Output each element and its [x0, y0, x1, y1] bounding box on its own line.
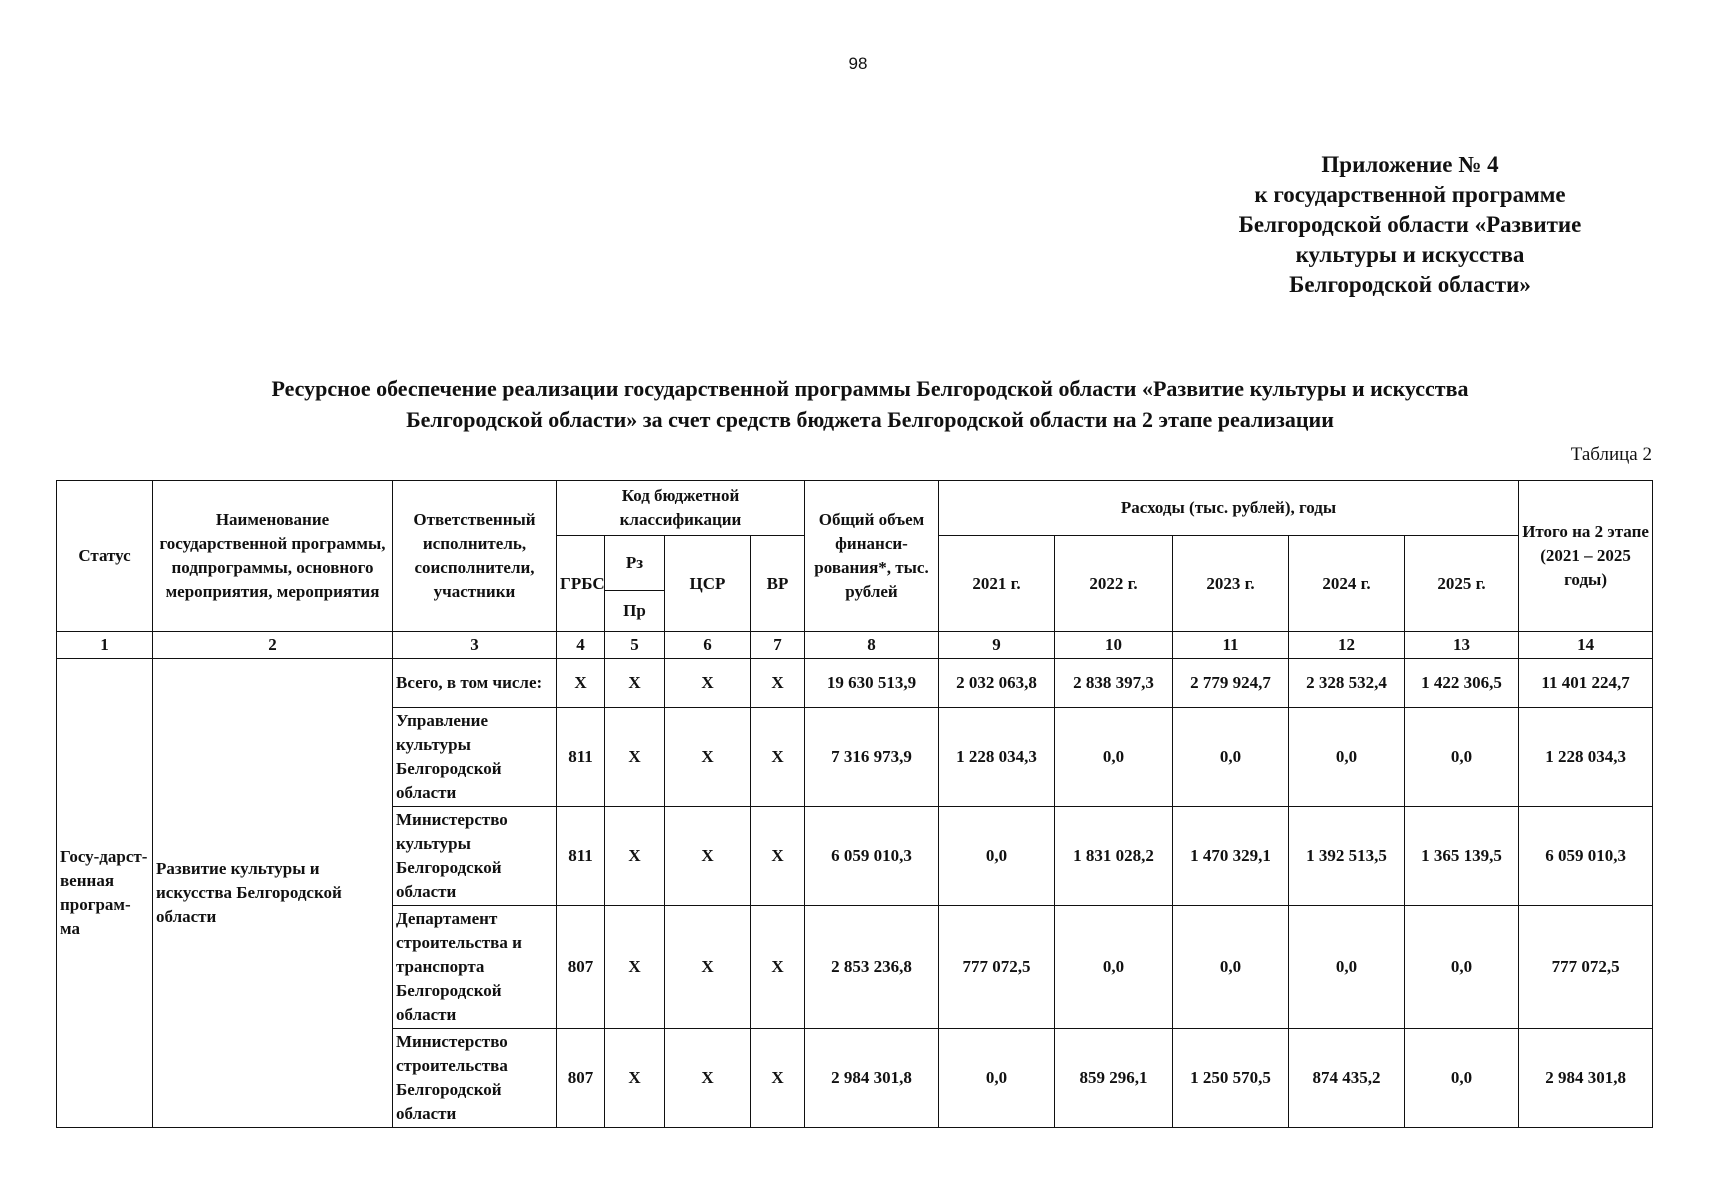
appendix-heading	[1190, 150, 1630, 300]
year-2025-cell: 0,0	[1405, 708, 1519, 807]
itogo-cell: 777 072,5	[1519, 906, 1653, 1029]
total-cell: 2 853 236,8	[805, 906, 939, 1029]
appendix-line: к государственной программе	[1254, 182, 1566, 207]
vr-cell: X	[751, 659, 805, 708]
header-year-2024: 2024 г.	[1289, 536, 1405, 632]
year-2022-cell: 1 831 028,2	[1055, 807, 1173, 906]
column-number: 3	[393, 632, 557, 659]
column-number: 5	[605, 632, 665, 659]
column-number: 10	[1055, 632, 1173, 659]
year-2023-cell: 2 779 924,7	[1173, 659, 1289, 708]
year-2024-cell: 2 328 532,4	[1289, 659, 1405, 708]
year-2023-cell: 1 470 329,1	[1173, 807, 1289, 906]
header-executor: Ответственный исполнитель, соисполнители, участники	[393, 481, 557, 632]
column-number-row	[57, 632, 1653, 659]
column-number: 8	[805, 632, 939, 659]
vr-cell: X	[751, 708, 805, 807]
header-itogo: Итого на 2 этапе (2021 – 2025 годы)	[1519, 481, 1653, 632]
grbs-cell: 807	[557, 906, 605, 1029]
column-number: 1	[57, 632, 153, 659]
header-year-2025: 2025 г.	[1405, 536, 1519, 632]
header-name: Наименование государственной программы, подпрограммы, основного мероприятия, мероприятия	[153, 481, 393, 632]
year-2023-cell: 0,0	[1173, 708, 1289, 807]
rz-cell: X	[605, 659, 665, 708]
year-2024-cell: 0,0	[1289, 708, 1405, 807]
year-2025-cell: 1 365 139,5	[1405, 807, 1519, 906]
header-rz: Рз	[605, 536, 665, 591]
column-number: 13	[1405, 632, 1519, 659]
year-2024-cell: 1 392 513,5	[1289, 807, 1405, 906]
vr-cell: X	[751, 906, 805, 1029]
column-number: 12	[1289, 632, 1405, 659]
itogo-cell: 11 401 224,7	[1519, 659, 1653, 708]
grbs-cell: 811	[557, 708, 605, 807]
header-csr: ЦСР	[665, 536, 751, 632]
title-line: Ресурсное обеспечение реализации государственной программы Белгородской области «Развитие культуры и искусства	[271, 376, 1469, 401]
year-2024-cell: 0,0	[1289, 906, 1405, 1029]
program-name-cell: Развитие культуры и искусства Белгородской области	[153, 659, 393, 1128]
column-number: 14	[1519, 632, 1653, 659]
total-cell: 6 059 010,3	[805, 807, 939, 906]
document-title	[100, 373, 1640, 435]
year-2024-cell: 874 435,2	[1289, 1029, 1405, 1128]
header-grbs: ГРБС	[557, 536, 605, 632]
rz-cell: X	[605, 906, 665, 1029]
rz-cell: X	[605, 807, 665, 906]
year-2025-cell: 0,0	[1405, 906, 1519, 1029]
executor-cell: Департамент строительства и транспорта Белгородской области	[393, 906, 557, 1029]
csr-cell: X	[665, 807, 751, 906]
header-budget-code: Код бюджетной классификации	[557, 481, 805, 536]
itogo-cell: 6 059 010,3	[1519, 807, 1653, 906]
year-2022-cell: 0,0	[1055, 708, 1173, 807]
year-2023-cell: 1 250 570,5	[1173, 1029, 1289, 1128]
column-number: 9	[939, 632, 1055, 659]
year-2022-cell: 0,0	[1055, 906, 1173, 1029]
rz-cell: X	[605, 1029, 665, 1128]
column-number: 6	[665, 632, 751, 659]
csr-cell: X	[665, 659, 751, 708]
year-2021-cell: 2 032 063,8	[939, 659, 1055, 708]
year-2021-cell: 1 228 034,3	[939, 708, 1055, 807]
year-2025-cell: 1 422 306,5	[1405, 659, 1519, 708]
vr-cell: X	[751, 1029, 805, 1128]
year-2021-cell: 0,0	[939, 807, 1055, 906]
header-pr: Пр	[605, 591, 665, 632]
header-vr: ВР	[751, 536, 805, 632]
appendix-line: Белгородской области «Развитие	[1238, 212, 1582, 237]
title-line: Белгородской области» за счет средств бюджета Белгородской области на 2 этапе реализации	[406, 407, 1334, 432]
csr-cell: X	[665, 1029, 751, 1128]
header-total-volume: Общий объем финанси-рования*, тыс. рублей	[805, 481, 939, 632]
header-year-2023: 2023 г.	[1173, 536, 1289, 632]
year-2023-cell: 0,0	[1173, 906, 1289, 1029]
csr-cell: X	[665, 906, 751, 1029]
page-number: 98	[848, 54, 868, 73]
rz-cell: X	[605, 708, 665, 807]
header-expenses: Расходы (тыс. рублей), годы	[939, 481, 1519, 536]
itogo-cell: 1 228 034,3	[1519, 708, 1653, 807]
executor-cell: Министерство культуры Белгородской области	[393, 807, 557, 906]
column-number: 4	[557, 632, 605, 659]
year-2021-cell: 0,0	[939, 1029, 1055, 1128]
csr-cell: X	[665, 708, 751, 807]
grbs-cell: 807	[557, 1029, 605, 1128]
year-2021-cell: 777 072,5	[939, 906, 1055, 1029]
column-number: 2	[153, 632, 393, 659]
appendix-line: Белгородской области»	[1289, 272, 1531, 297]
table-row	[57, 659, 1653, 708]
column-number: 7	[751, 632, 805, 659]
executor-cell: Управление культуры Белгородской области	[393, 708, 557, 807]
table-caption: Таблица 2	[1570, 444, 1652, 465]
status-cell: Госу-дарст-венная програм-ма	[57, 659, 153, 1128]
year-2025-cell: 0,0	[1405, 1029, 1519, 1128]
column-number: 11	[1173, 632, 1289, 659]
header-year-2022: 2022 г.	[1055, 536, 1173, 632]
executor-cell: Всего, в том числе:	[393, 659, 557, 708]
header-status: Статус	[57, 481, 153, 632]
budget-table	[56, 480, 1653, 1128]
grbs-cell: 811	[557, 807, 605, 906]
appendix-line: культуры и искусства	[1295, 242, 1525, 267]
vr-cell: X	[751, 807, 805, 906]
year-2022-cell: 2 838 397,3	[1055, 659, 1173, 708]
header-year-2021: 2021 г.	[939, 536, 1055, 632]
total-cell: 2 984 301,8	[805, 1029, 939, 1128]
year-2022-cell: 859 296,1	[1055, 1029, 1173, 1128]
executor-cell: Министерство строительства Белгородской области	[393, 1029, 557, 1128]
total-cell: 19 630 513,9	[805, 659, 939, 708]
total-cell: 7 316 973,9	[805, 708, 939, 807]
appendix-line: Приложение № 4	[1321, 152, 1499, 177]
itogo-cell: 2 984 301,8	[1519, 1029, 1653, 1128]
grbs-cell: X	[557, 659, 605, 708]
